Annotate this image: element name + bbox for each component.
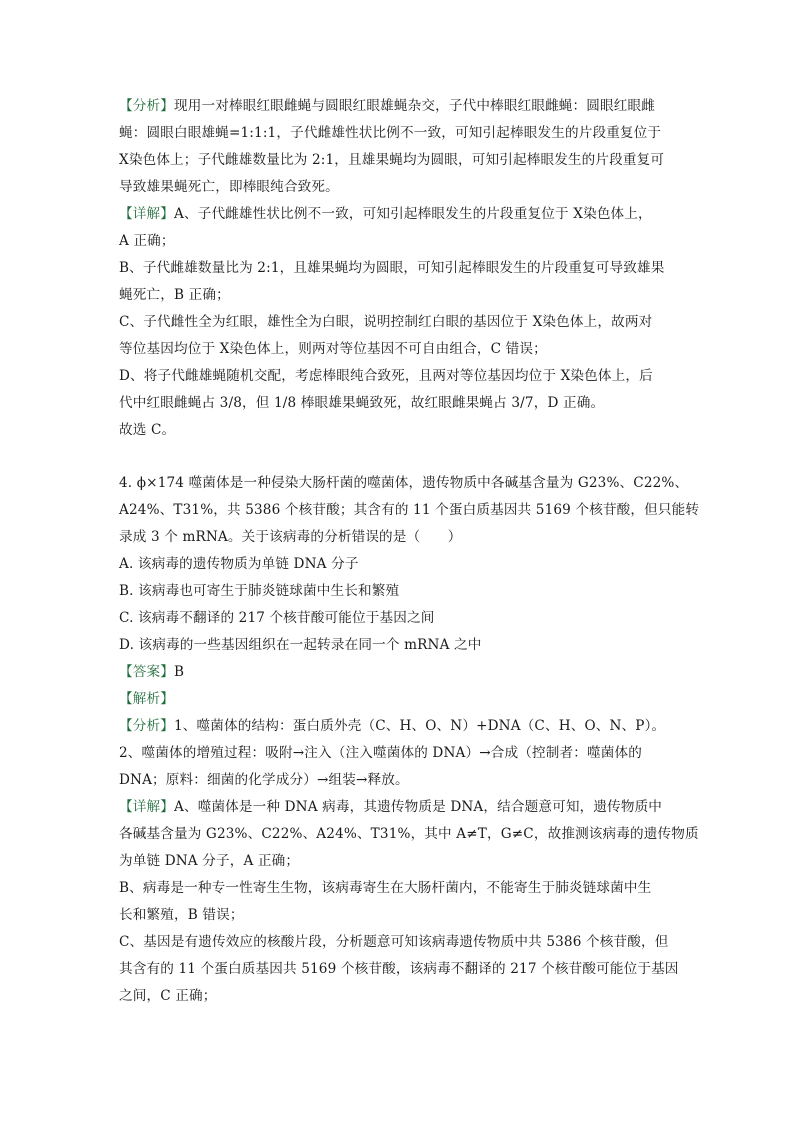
detail2-line-3: 为单链 DNA 分子，A 正确； xyxy=(119,853,300,869)
detail2-line-1 xyxy=(119,797,662,817)
detail-line-1 xyxy=(119,204,652,224)
detail2-line-2: 各碱基含量为 G23%、C22%、A24%、T31%，其中 A≠T，G≠C，故推测该病毒的遗传物质 xyxy=(119,826,699,842)
line-text: 现用一对棒眼红眼雌蝇与圆眼红眼雄蝇杂交，子代中棒眼红眼雌蝇：圆眼红眼雌 xyxy=(173,98,656,114)
analysis-line-4: 导致雄果蝇死亡，即棒眼纯合致死。 xyxy=(119,179,339,195)
question-line-3: 录成 3 个 mRNA。关于该病毒的分析错误的是（ ） xyxy=(119,529,462,545)
answer-line xyxy=(119,662,184,682)
detail-tag: 【详解】 xyxy=(119,799,174,815)
explanation-line xyxy=(119,689,174,709)
explanation-tag: 【解析】 xyxy=(119,691,174,707)
detail-line-7: D、将子代雌雄蝇随机交配，考虑棒眼纯合致死，且两对等位基因均位于 X染色体上，后 xyxy=(119,368,653,384)
detail-line-3: B、子代雌雄数量比为 2:1，且雄果蝇均为圆眼，可知引起棒眼发生的片段重复可导致雄果 xyxy=(119,260,665,276)
analysis2-line-1 xyxy=(119,716,665,736)
detail-line-2: A 正确； xyxy=(119,233,175,249)
detail-line-6: 等位基因均位于 X染色体上，则两对等位基因不可自由组合，C 错误； xyxy=(119,341,547,357)
option-c: C. 该病毒不翻译的 217 个核苷酸可能位于基因之间 xyxy=(119,610,435,626)
answer-value: B xyxy=(173,664,185,680)
detail2-line-4: B、病毒是一种专一性寄生生物，该病毒寄生在大肠杆菌内，不能寄生于肺炎链球菌中生 xyxy=(119,880,652,896)
analysis-tag: 【分析】 xyxy=(119,98,174,114)
option-b: B. 该病毒也可寄生于肺炎链球菌中生长和繁殖 xyxy=(119,583,400,599)
line-text: 1、噬菌体的结构：蛋白质外壳（C、H、O、N）+DNA（C、H、O、N、P）。 xyxy=(173,718,666,734)
analysis-line-1 xyxy=(119,96,655,116)
analysis2-line-3: DNA；原料：细菌的化学成分）→组装→释放。 xyxy=(119,772,409,788)
detail-tag: 【详解】 xyxy=(119,206,174,222)
option-a: A. 该病毒的遗传物质为单链 DNA 分子 xyxy=(119,556,359,572)
analysis-line-3: X染色体上；子代雌雄数量比为 2:1，且雄果蝇均为圆眼，可知引起棒眼发生的片段重复可 xyxy=(119,152,665,168)
detail-line-5: C、子代雌性全为红眼，雄性全为白眼，说明控制红白眼的基因位于 X染色体上，故两对 xyxy=(119,314,653,330)
question-line-2: A24%、T31%，共 5386 个核苷酸；其含有的 11 个蛋白质基因共 5169 个核苷酸，但只能转 xyxy=(119,502,700,518)
analysis-line-2: 蝇：圆眼白眼雄蝇=1:1:1，子代雌雄性状比例不一致，可知引起棒眼发生的片段重复位于 xyxy=(119,125,662,141)
detail2-line-8: 之间，C 正确； xyxy=(119,988,217,1004)
detail2-line-7: 其含有的 11 个蛋白质基因共 5169 个核苷酸，该病毒不翻译的 217 个核苷酸可能位于基因 xyxy=(119,961,679,977)
detail-line-4: 蝇死亡，B 正确； xyxy=(119,287,230,303)
line-text: A、子代雌雄性状比例不一致，可知引起棒眼发生的片段重复位于 X染色体上， xyxy=(173,206,652,222)
option-d: D. 该病毒的一些基因组织在一起转录在同一个 mRNA 之中 xyxy=(119,637,482,653)
choice-line: 故选 C。 xyxy=(119,422,176,438)
detail-line-8: 代中红眼雌蝇占 3/8，但 1/8 棒眼雄果蝇致死，故红眼雌果蝇占 3/7，D 正确。 xyxy=(119,395,605,411)
line-text: A、噬菌体是一种 DNA 病毒，其遗传物质是 DNA，结合题意可知，遗传物质中 xyxy=(173,799,663,815)
answer-tag: 【答案】 xyxy=(119,664,174,680)
detail2-line-6: C、基因是有遗传效应的核酸片段，分析题意可知该病毒遗传物质中共 5386 个核苷酸，但 xyxy=(119,934,669,950)
question-line-1: 4. ϕ×174 噬菌体是一种侵染大肠杆菌的噬菌体，遗传物质中各碱基含量为 G23%、C22%、 xyxy=(119,475,689,491)
analysis2-line-2: 2、噬菌体的增殖过程：吸附→注入（注入噬菌体的 DNA）→合成（控制者：噬菌体的 xyxy=(119,745,642,761)
analysis-tag: 【分析】 xyxy=(119,718,174,734)
detail2-line-5: 长和繁殖，B 错误； xyxy=(119,907,244,923)
